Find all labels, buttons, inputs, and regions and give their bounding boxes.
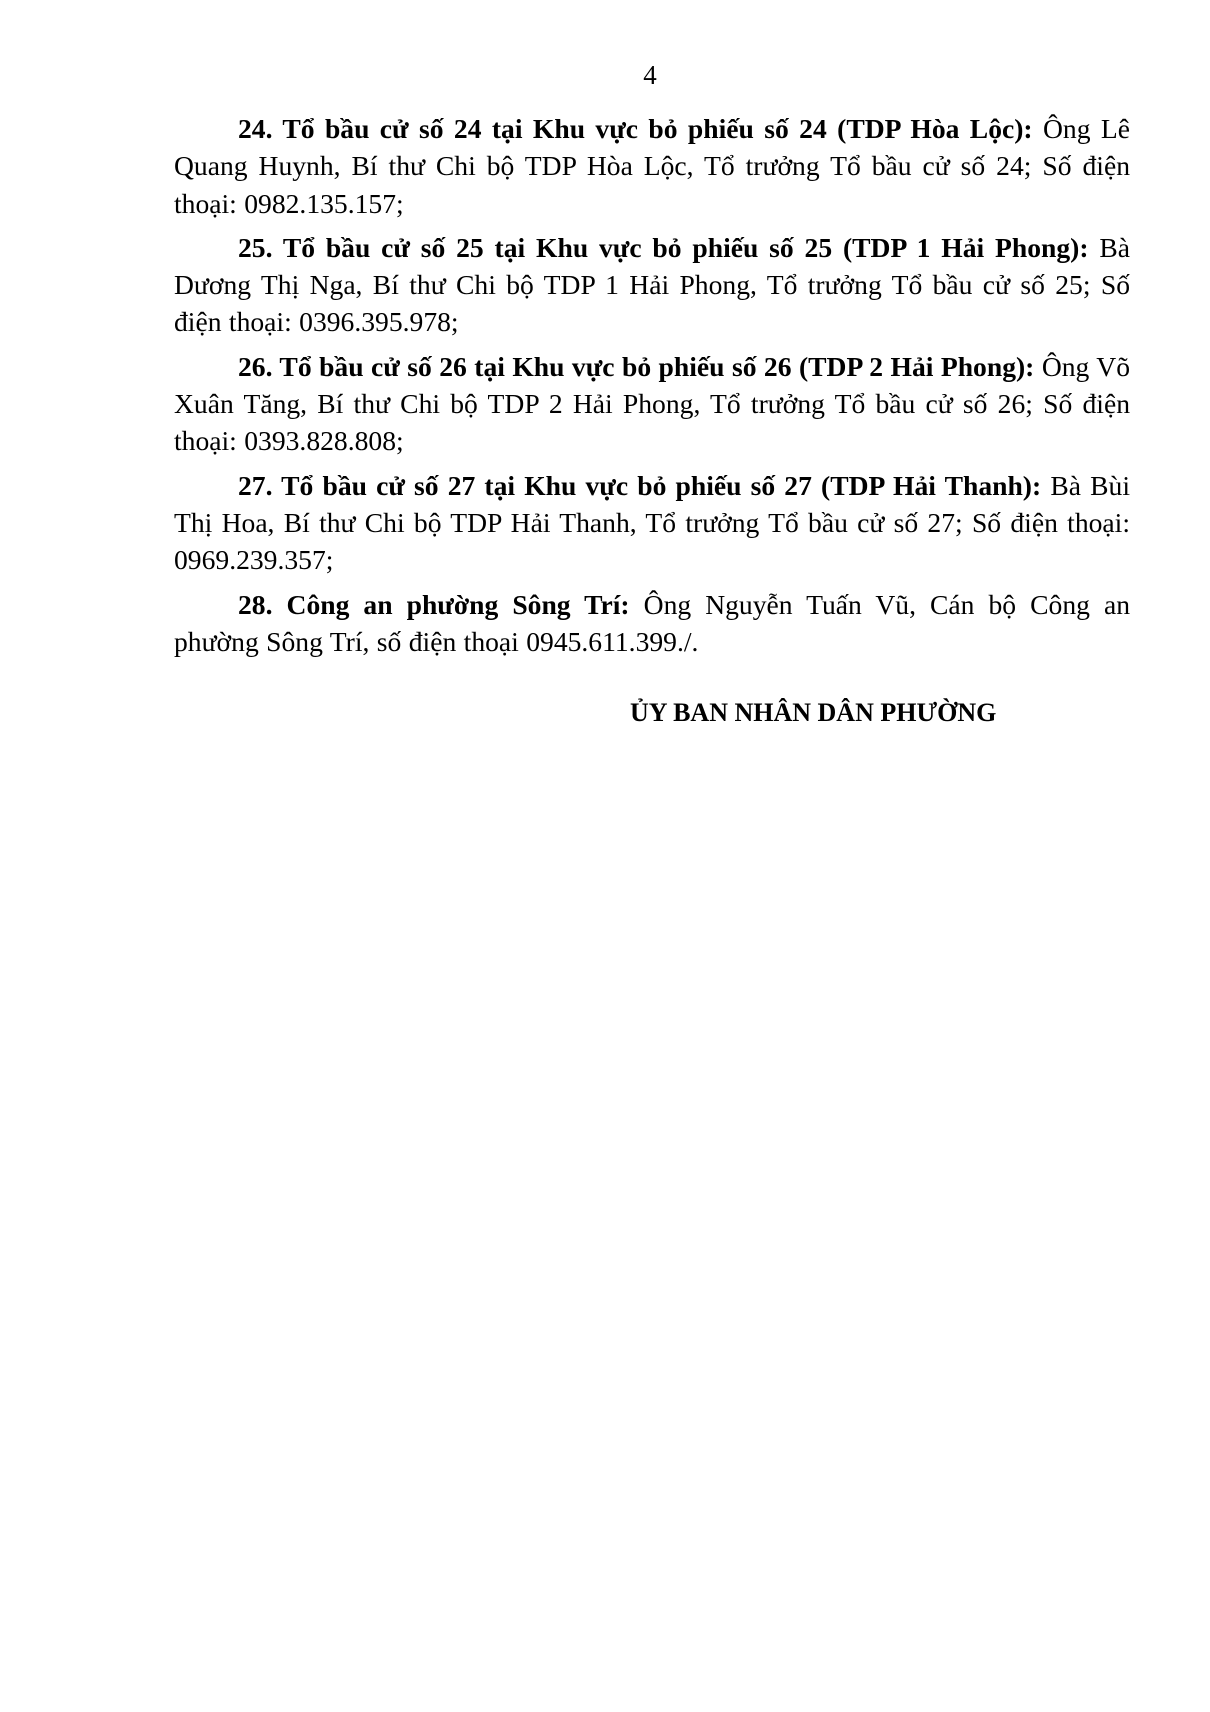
item-text: Bà Dương Thị Nga, Bí thư Chi bộ TDP 1 Hải Phong, Tổ trưởng Tổ bầu cử số 25; Số điện thoại: 0396.395.978; — [174, 231, 1130, 338]
item-heading: 27. Tổ bầu cử số 27 tại Khu vực bỏ phiếu số 27 (TDP Hải Thanh): — [238, 469, 1042, 501]
item-heading: 26. Tổ bầu cử số 26 tại Khu vực bỏ phiếu số 26 (TDP 2 Hải Phong): — [238, 350, 1035, 382]
item-heading: 25. Tổ bầu cử số 25 tại Khu vực bỏ phiếu số 25 (TDP 1 Hải Phong): — [238, 231, 1089, 263]
list-item-25 — [174, 229, 1130, 341]
item-text: Ông Võ Xuân Tăng, Bí thư Chi bộ TDP 2 Hải Phong, Tổ trưởng Tổ bầu cử số 26; Số điện thoại: 0393.828.808; — [174, 350, 1130, 457]
list-item-27 — [174, 467, 1130, 579]
item-heading: 24. Tổ bầu cử số 24 tại Khu vực bỏ phiếu số 24 (TDP Hòa Lộc): — [238, 113, 1033, 144]
document-body — [174, 110, 1130, 667]
list-item-26 — [174, 348, 1130, 460]
list-item-24 — [174, 110, 1130, 222]
signature-heading: ỦY BAN NHÂN DÂN PHƯỜNG — [630, 698, 997, 727]
page-number: 4 — [643, 60, 657, 90]
item-text: Ông Nguyễn Tuấn Vũ, Cán bộ Công an phường Sông Trí, số điện thoại 0945.611.399./. — [174, 588, 1131, 657]
item-text: Bà Bùi Thị Hoa, Bí thư Chi bộ TDP Hải Thanh, Tổ trưởng Tổ bầu cử số 27; Số điện thoại: 0969.239.357; — [174, 469, 1130, 576]
item-heading: 28. Công an phường Sông Trí: — [238, 588, 630, 620]
list-item-28 — [174, 586, 1130, 661]
item-text: Ông Lê Quang Huynh, Bí thư Chi bộ TDP Hòa Lộc, Tổ trưởng Tổ bầu cử số 24; Số điện thoại: 0982.135.157; — [174, 113, 1130, 219]
